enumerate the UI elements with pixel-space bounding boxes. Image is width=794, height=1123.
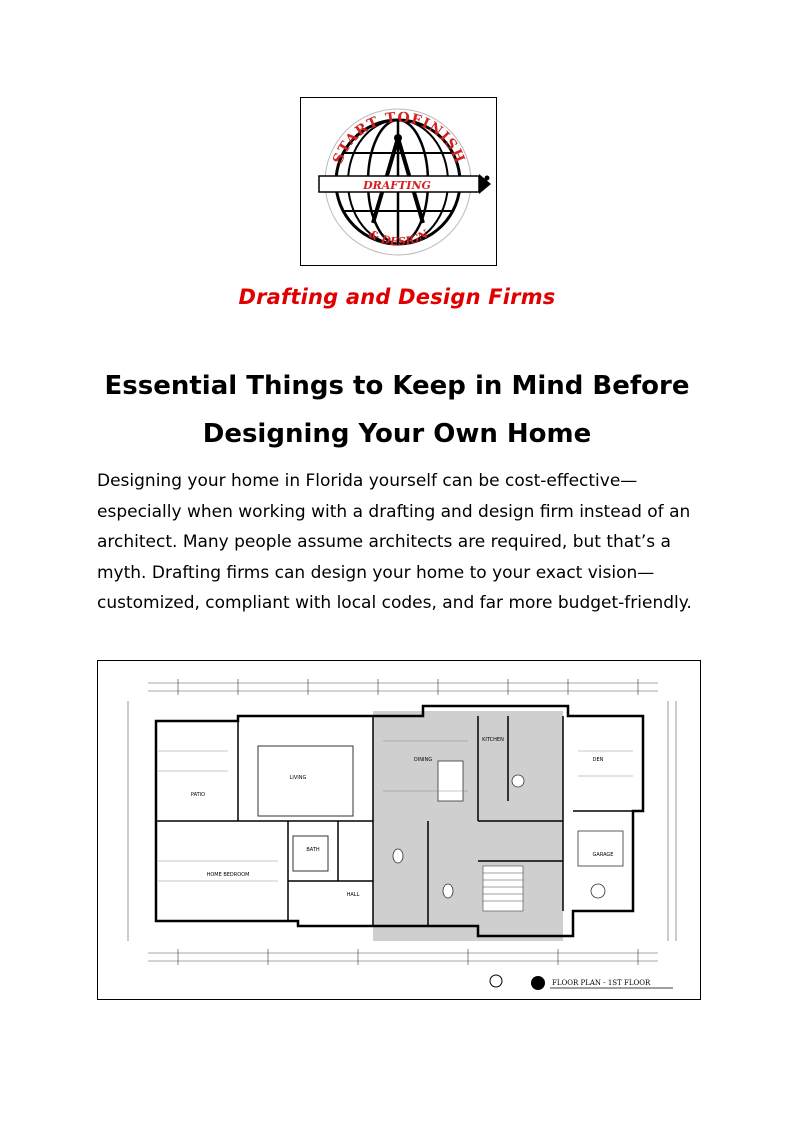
logo-banner-text: DRAFTING (363, 179, 431, 192)
subtitle: Drafting and Design Firms (238, 285, 556, 309)
room-label-bath: BATH (306, 847, 320, 853)
logo-arc-text: START TOFINISH (330, 109, 468, 167)
page-title: Essential Things to Keep in Mind Before Designing Your Own Home (104, 371, 690, 449)
room-label-patio: PATIO (190, 792, 206, 798)
company-logo (300, 97, 497, 266)
globe-logo-icon (301, 98, 496, 265)
floor-plan-drawing (98, 661, 700, 999)
logo-bottom-text: & DESIGN (366, 227, 431, 249)
room-label-hall: HALL (346, 892, 360, 898)
floor-plan-title: FLOOR PLAN - 1ST FLOOR (552, 979, 651, 987)
room-label-kitchen: KITCHEN (482, 737, 504, 743)
plan-section-marker-icon (531, 976, 545, 990)
room-label-living: LIVING (289, 775, 307, 781)
intro-paragraph: Designing your home in Florida yourself can be cost-effective—especially when working with a drafting and design firm instead of an architect. Many people assume architects are required, but that’s a myth. Drafting firms can design your home to your exact vision—customized, compliant with local codes, and far more budget-friendly. (97, 471, 692, 613)
room-label-garage: GARAGE (592, 852, 614, 858)
room-label-den: DEN (592, 757, 604, 763)
floor-plan-image (97, 660, 701, 1000)
room-label-bedroom: HOME BEDROOM (206, 872, 250, 878)
room-label-dining: DINING (413, 757, 433, 763)
